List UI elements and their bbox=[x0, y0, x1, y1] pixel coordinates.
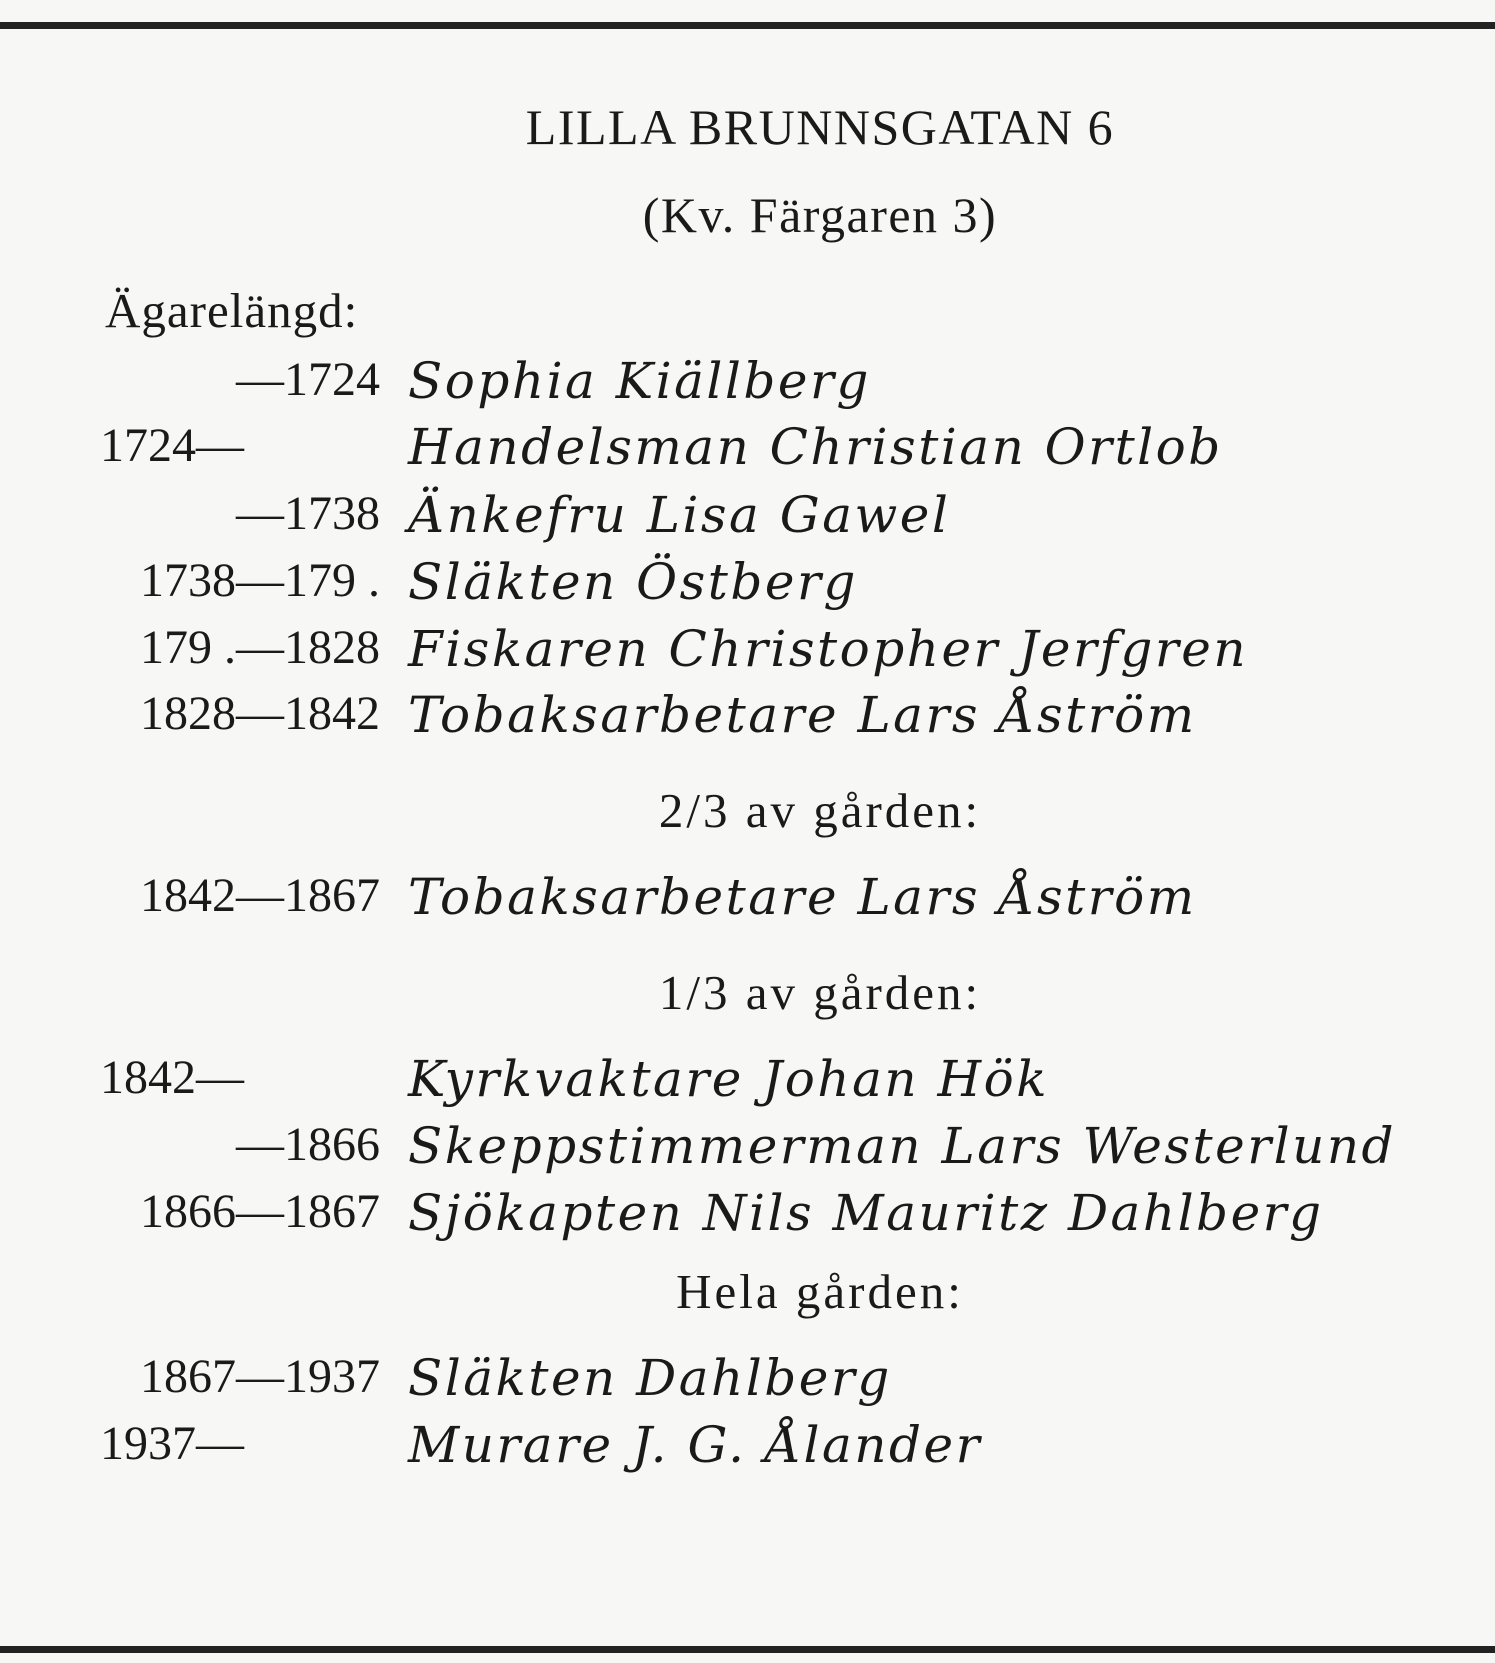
owner-name: Tobaksarbetare Lars Åström bbox=[408, 686, 1197, 744]
owner-row bbox=[0, 352, 1495, 422]
owner-name: Tobaksarbetare Lars Åström bbox=[408, 868, 1197, 926]
owner-row bbox=[0, 418, 1495, 488]
owner-row bbox=[0, 1117, 1495, 1187]
owner-name: Släkten Östberg bbox=[408, 553, 858, 611]
owner-row bbox=[0, 1050, 1495, 1120]
owner-years: 1937— bbox=[100, 1417, 244, 1470]
owner-name: Fiskaren Christopher Jerfgren bbox=[408, 620, 1249, 678]
owner-row bbox=[0, 553, 1495, 623]
owner-years: 1842—1867 bbox=[140, 869, 380, 922]
owner-name: Murare J. G. Ålander bbox=[408, 1416, 982, 1474]
owner-years: 179 .—1828 bbox=[140, 621, 380, 674]
owner-name: Släkten Dahlberg bbox=[408, 1349, 892, 1407]
bottom-rule bbox=[0, 1646, 1495, 1653]
owner-name: Handelsman Christian Ortlob bbox=[408, 418, 1223, 476]
owner-row bbox=[0, 1416, 1495, 1486]
owner-years: —1866 bbox=[236, 1118, 380, 1171]
owner-years: 1724— bbox=[100, 419, 244, 472]
owner-row bbox=[0, 868, 1495, 938]
page-title: LILLA BRUNNSGATAN 6 bbox=[525, 99, 1115, 155]
owner-name: Skeppstimmerman Lars Westerlund bbox=[408, 1117, 1397, 1175]
owner-years: 1828—1842 bbox=[140, 687, 380, 740]
owner-years: 1866—1867 bbox=[140, 1185, 380, 1238]
section-heading-whole: Hela gården: bbox=[676, 1264, 964, 1319]
page-subtitle: (Kv. Färgaren 3) bbox=[642, 187, 998, 243]
top-rule bbox=[0, 22, 1495, 29]
owner-row bbox=[0, 1184, 1495, 1254]
owner-row bbox=[0, 620, 1495, 690]
owner-years: 1842— bbox=[100, 1051, 244, 1104]
section-heading-one-third: 1/3 av gården: bbox=[658, 965, 982, 1020]
owner-list-heading: Ägarelängd: bbox=[105, 283, 359, 338]
owner-name: Sjökapten Nils Mauritz Dahlberg bbox=[408, 1184, 1324, 1242]
owner-row bbox=[0, 686, 1495, 756]
owner-name: Kyrkvaktare Johan Hök bbox=[408, 1050, 1050, 1108]
owner-years: 1738—179 . bbox=[140, 554, 380, 607]
owner-name: Änkefru Lisa Gawel bbox=[408, 486, 951, 544]
owner-name: Sophia Kiällberg bbox=[408, 352, 871, 410]
owner-years: 1867—1937 bbox=[140, 1350, 380, 1403]
owner-years: —1738 bbox=[236, 487, 380, 540]
owner-years: —1724 bbox=[236, 353, 380, 406]
owner-row bbox=[0, 486, 1495, 556]
owner-row bbox=[0, 1349, 1495, 1419]
section-heading-two-thirds: 2/3 av gården: bbox=[658, 783, 982, 838]
